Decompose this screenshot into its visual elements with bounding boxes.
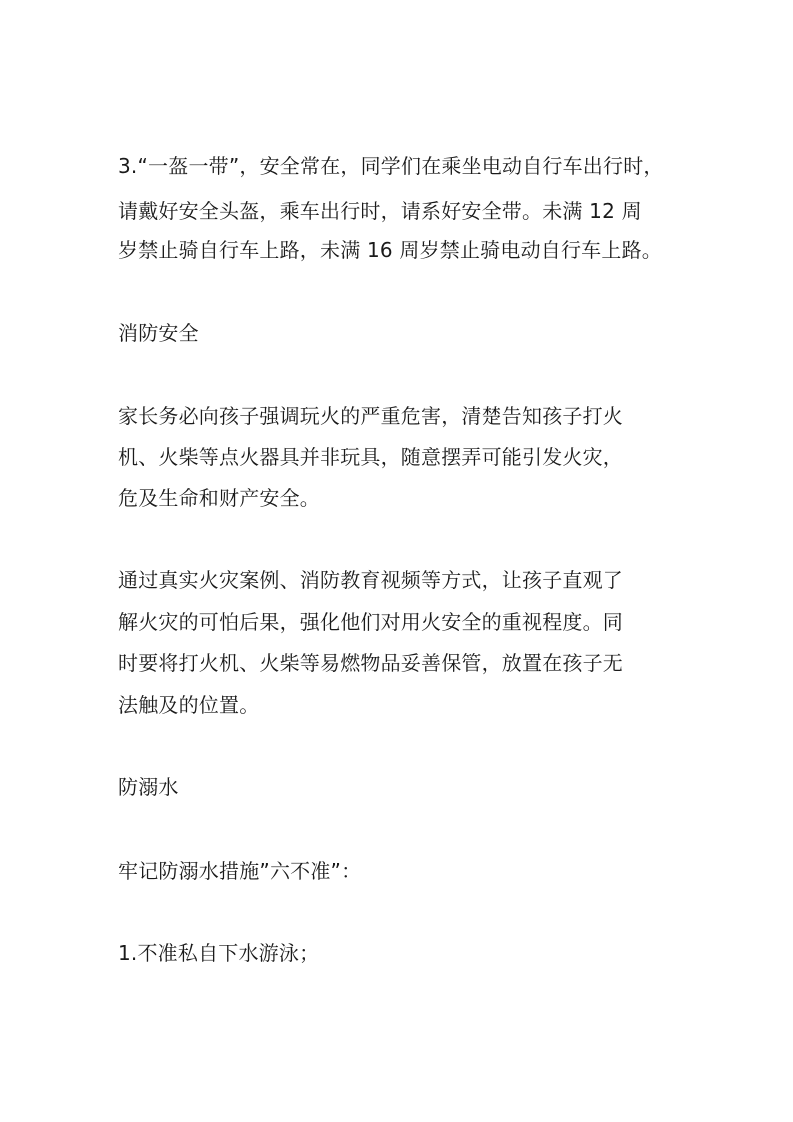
section-heading-drowning-prevention: 防溺水 (118, 775, 179, 799)
paragraph-line: 机、火柴等点火器具并非玩具，随意摆弄可能引发火灾， (118, 445, 623, 469)
paragraph-line: 危及生命和财产安全。 (118, 486, 320, 510)
paragraph-line: 时要将打火机、火柴等易燃物品妥善保管，放置在孩子无 (118, 651, 623, 675)
paragraph-line: 3.“一盔一带”，安全常在，同学们在乘坐电动自行车出行时， (118, 154, 664, 178)
paragraph-line: 请戴好安全头盔，乘车出行时，请系好安全带。未满 12 周 (118, 199, 642, 223)
paragraph-line: 解火灾的可怕后果，强化他们对用火安全的重视程度。同 (118, 610, 623, 634)
section-heading-fire-safety: 消防安全 (118, 321, 199, 345)
paragraph-line: 岁禁止骑自行车上路，未满 16 周岁禁止骑电动自行车上路。 (118, 238, 662, 262)
paragraph-line: 家长务必向孩子强调玩火的严重危害，清楚告知孩子打火 (118, 404, 623, 428)
paragraph-drowning-intro: 牢记防溺水措施”六不准”： (118, 859, 362, 883)
list-item: 1.不准私自下水游泳； (118, 941, 320, 965)
paragraph-line: 通过真实火灾案例、消防教育视频等方式，让孩子直观了 (118, 568, 623, 592)
paragraph-line: 法触及的位置。 (118, 693, 260, 717)
